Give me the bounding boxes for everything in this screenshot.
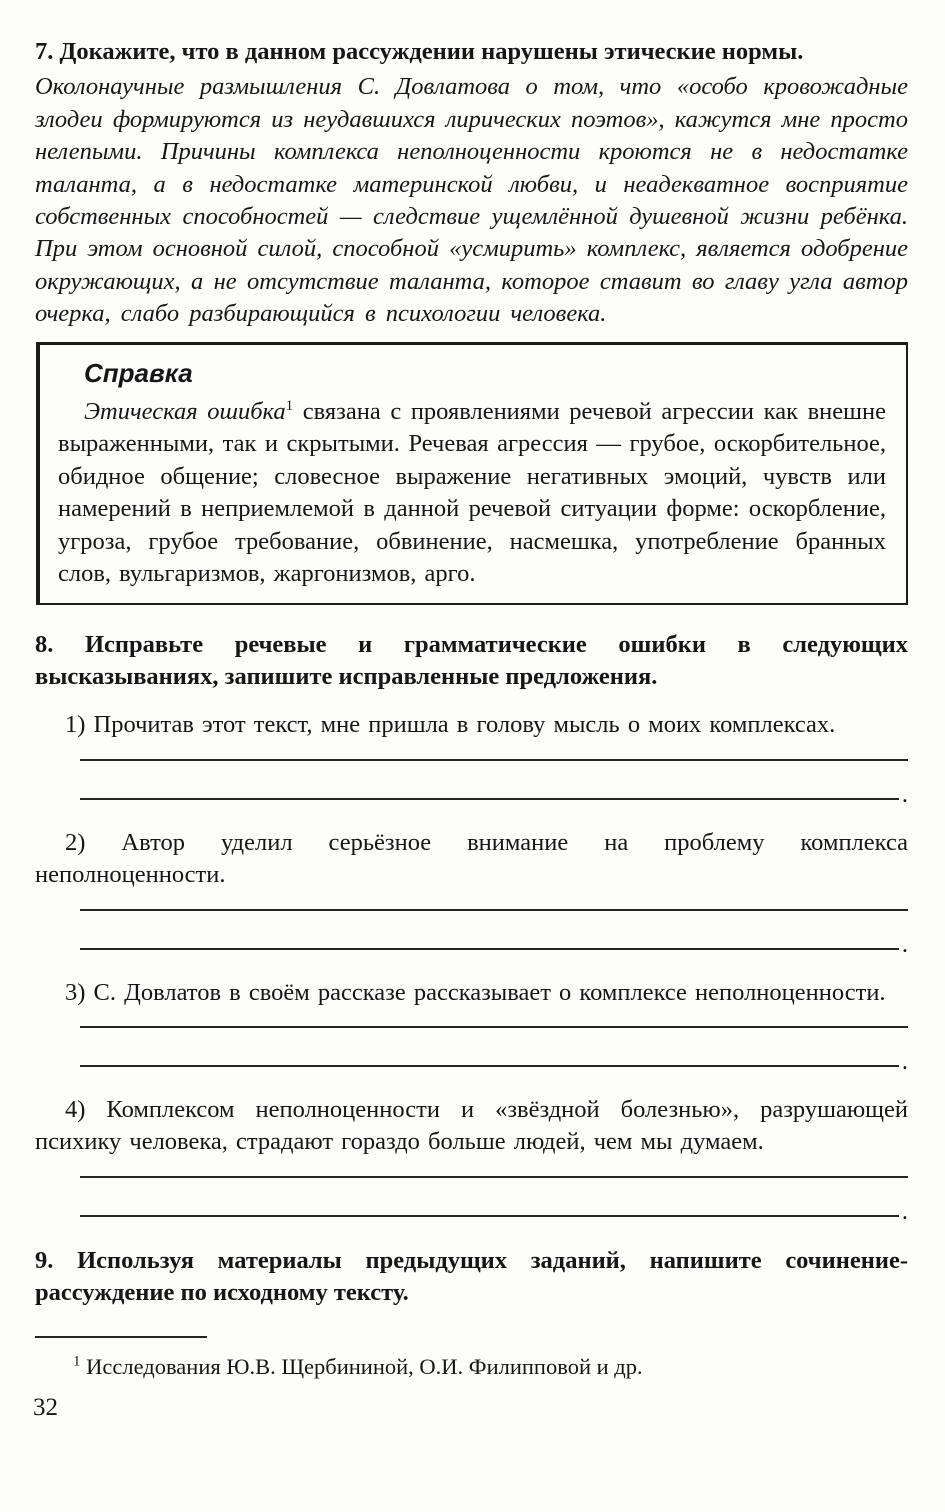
footnote-marker: 1 xyxy=(73,1353,81,1370)
reference-term: Этическая ошибка xyxy=(84,398,286,426)
answer-line xyxy=(80,798,899,800)
answer-line xyxy=(80,1026,908,1028)
item-2-label: 2) xyxy=(65,828,86,856)
answer-line xyxy=(80,1215,899,1217)
footnote xyxy=(35,1352,908,1382)
answer-lines-2 xyxy=(80,909,908,958)
item-3-text: С. Довлатов в своём рассказе рассказывает о комплексе неполноценности. xyxy=(93,978,886,1006)
exercise-item-2 xyxy=(35,827,908,892)
item-3-label: 3) xyxy=(65,978,86,1006)
item-1-label: 1) xyxy=(65,711,86,739)
reference-definition: связана с проявлениями речевой агрессии как внешне выраженными, так и скрытыми. Речевая агрессия — грубое, оскорбительное, обидное общение; словесное выражение негативных эмоций, чувств или намерений в неприемлемой в данной речевой ситуации форме: оскорбление, угроза, грубое требование, обвинение, насмешка, употребление бранных слов, вульгаризмов, жаргонизмов, арго. xyxy=(58,398,886,588)
answer-line xyxy=(80,948,899,950)
answer-line xyxy=(80,1176,908,1178)
task8-heading: 8. Исправьте речевые и грамматические ошибки в следующих высказываниях, запишите исправленные предложения. xyxy=(35,630,908,690)
line-terminator-period: . xyxy=(901,780,908,808)
answer-line xyxy=(80,759,908,761)
answer-lines-1 xyxy=(80,759,908,808)
task7-quoted-reasoning: Околонаучные размышления С. Довлатова о том, что «особо кровожадные злодеи формируются из неудавшихся лирических поэтов», кажутся мне просто нелепыми. Причины комплекса неполноценности кроются не в недостатке таланта, а в недостатке материнской любви, и неадекватное восприятие собственных способностей — следствие ущемлённой душевной жизни ребёнка. При этом основной силой, способной «усмирить» комплекс, является одобрение окружающих, а не отсутствие таланта, которое ставит во главу угла автор очерка, слабо разбирающийся в психологии человека. xyxy=(35,73,908,328)
line-terminator-period: . xyxy=(901,1047,908,1075)
task9-heading: 9. Используя материалы предыдущих заданий, напишите сочинение-рассуждение по исходному тексту. xyxy=(35,1246,908,1307)
footnote-reference-marker: 1 xyxy=(285,397,294,414)
answer-lines-4 xyxy=(80,1176,908,1225)
exercise-item-1 xyxy=(35,709,908,741)
item-1-text: Прочитав этот текст, мне пришла в голову мысль о моих комплексах. xyxy=(93,711,836,739)
line-terminator-period: . xyxy=(901,930,908,958)
task7-heading: 7. Докажите, что в данном рассуждении нарушены этические нормы. xyxy=(35,38,804,65)
answer-lines-3 xyxy=(80,1026,908,1075)
item-4-text: Комплексом неполноценности и «звёздной болезнью», разрушающей психику человека, страдают гораздо больше людей, чем мы думаем. xyxy=(35,1095,908,1156)
answer-line xyxy=(80,909,908,911)
footnote-divider xyxy=(35,1336,207,1338)
exercise-item-4 xyxy=(35,1094,908,1159)
item-2-text: Автор уделил серьёзное внимание на проблему комплекса неполноценности. xyxy=(35,828,909,889)
reference-box-title: Справка xyxy=(84,357,193,388)
exercise-item-3 xyxy=(35,977,908,1009)
item-4-label: 4) xyxy=(65,1095,86,1123)
page-number: 32 xyxy=(33,1393,58,1421)
reference-box-text xyxy=(58,396,886,590)
footnote-text: Исследования Ю.В. Щербининой, О.И. Филипповой и др. xyxy=(80,1353,643,1379)
answer-line xyxy=(80,1065,899,1067)
reference-box xyxy=(38,342,908,605)
line-terminator-period: . xyxy=(901,1197,908,1225)
